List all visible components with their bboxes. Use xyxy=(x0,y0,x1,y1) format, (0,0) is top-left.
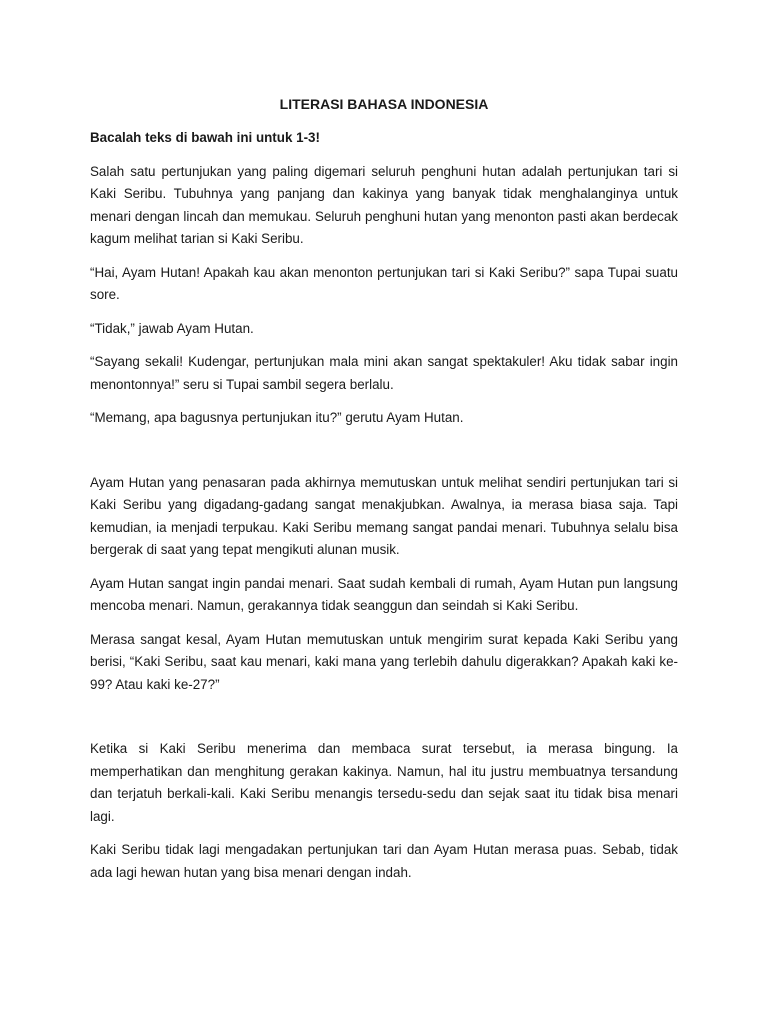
section-spacer xyxy=(90,441,678,472)
paragraph: Ayam Hutan sangat ingin pandai menari. Saat sudah kembali di rumah, Ayam Hutan pun langsung mencoba menari. Namun, gerakannya tidak seanggun dan seindah si Kaki Seribu. xyxy=(90,575,678,613)
paragraph: Kaki Seribu tidak lagi mengadakan pertunjukan tari dan Ayam Hutan merasa puas. Sebab, tidak ada lagi hewan hutan yang bisa menari dengan indah. xyxy=(90,842,678,880)
reading-instruction: Bacalah teks di bawah ini untuk 1-3! xyxy=(90,130,320,145)
paragraph: Merasa sangat kesal, Ayam Hutan memutuskan untuk mengirim surat kepada Kaki Seribu yang berisi, “Kaki Seribu, saat kau menari, kaki mana yang terlebih dahulu digerakkan? Apakah kaki ke-99? Atau kaki ke-27?” xyxy=(90,631,678,692)
paragraph: “Hai, Ayam Hutan! Apakah kau akan menonton pertunjukan tari si Kaki Seribu?” sapa Tupai suatu sore. xyxy=(90,264,678,302)
paragraph: Ketika si Kaki Seribu menerima dan membaca surat tersebut, ia merasa bingung. Ia memperhatikan dan menghitung gerakan kakinya. Namun, hal itu justru membuatnya tersandung dan terjatuh berkali-kali. Kaki Seribu menangis tersedu-sedu dan sejak saat itu tidak bisa menari lagi. xyxy=(90,741,678,824)
paragraph: “Sayang sekali! Kudengar, pertunjukan mala mini akan sangat spektakuler! Aku tidak sabar ingin menontonnya!” seru si Tupai sambil segera berlalu. xyxy=(90,354,678,392)
paragraph: Ayam Hutan yang penasaran pada akhirnya memutuskan untuk melihat sendiri pertunjukan tari si Kaki Seribu yang digadang-gadang sangat menakjubkan. Awalnya, ia merasa biasa saja. Tapi kemudian, ia menjadi terpukau. Kaki Seribu memang sangat pandai menari. Tubuhnya selalu bisa bergerak di saat yang tepat mengikuti alunan musik. xyxy=(90,474,678,557)
document-title: LITERASI BAHASA INDONESIA xyxy=(279,96,489,112)
section-spacer xyxy=(90,707,678,738)
paragraph: “Tidak,” jawab Ayam Hutan. xyxy=(90,320,254,336)
paragraph: Salah satu pertunjukan yang paling digemari seluruh penghuni hutan adalah pertunjukan tari si Kaki Seribu. Tubuhnya yang panjang dan kakinya yang banyak tidak menghalanginya untuk menari dengan lincah dan memukau. Seluruh penghuni hutan yang menonton pasti akan berdecak kagum melihat tarian si Kaki Seribu. xyxy=(90,163,678,246)
document-body xyxy=(90,93,678,895)
paragraph: “Memang, apa bagusnya pertunjukan itu?” gerutu Ayam Hutan. xyxy=(90,410,464,425)
